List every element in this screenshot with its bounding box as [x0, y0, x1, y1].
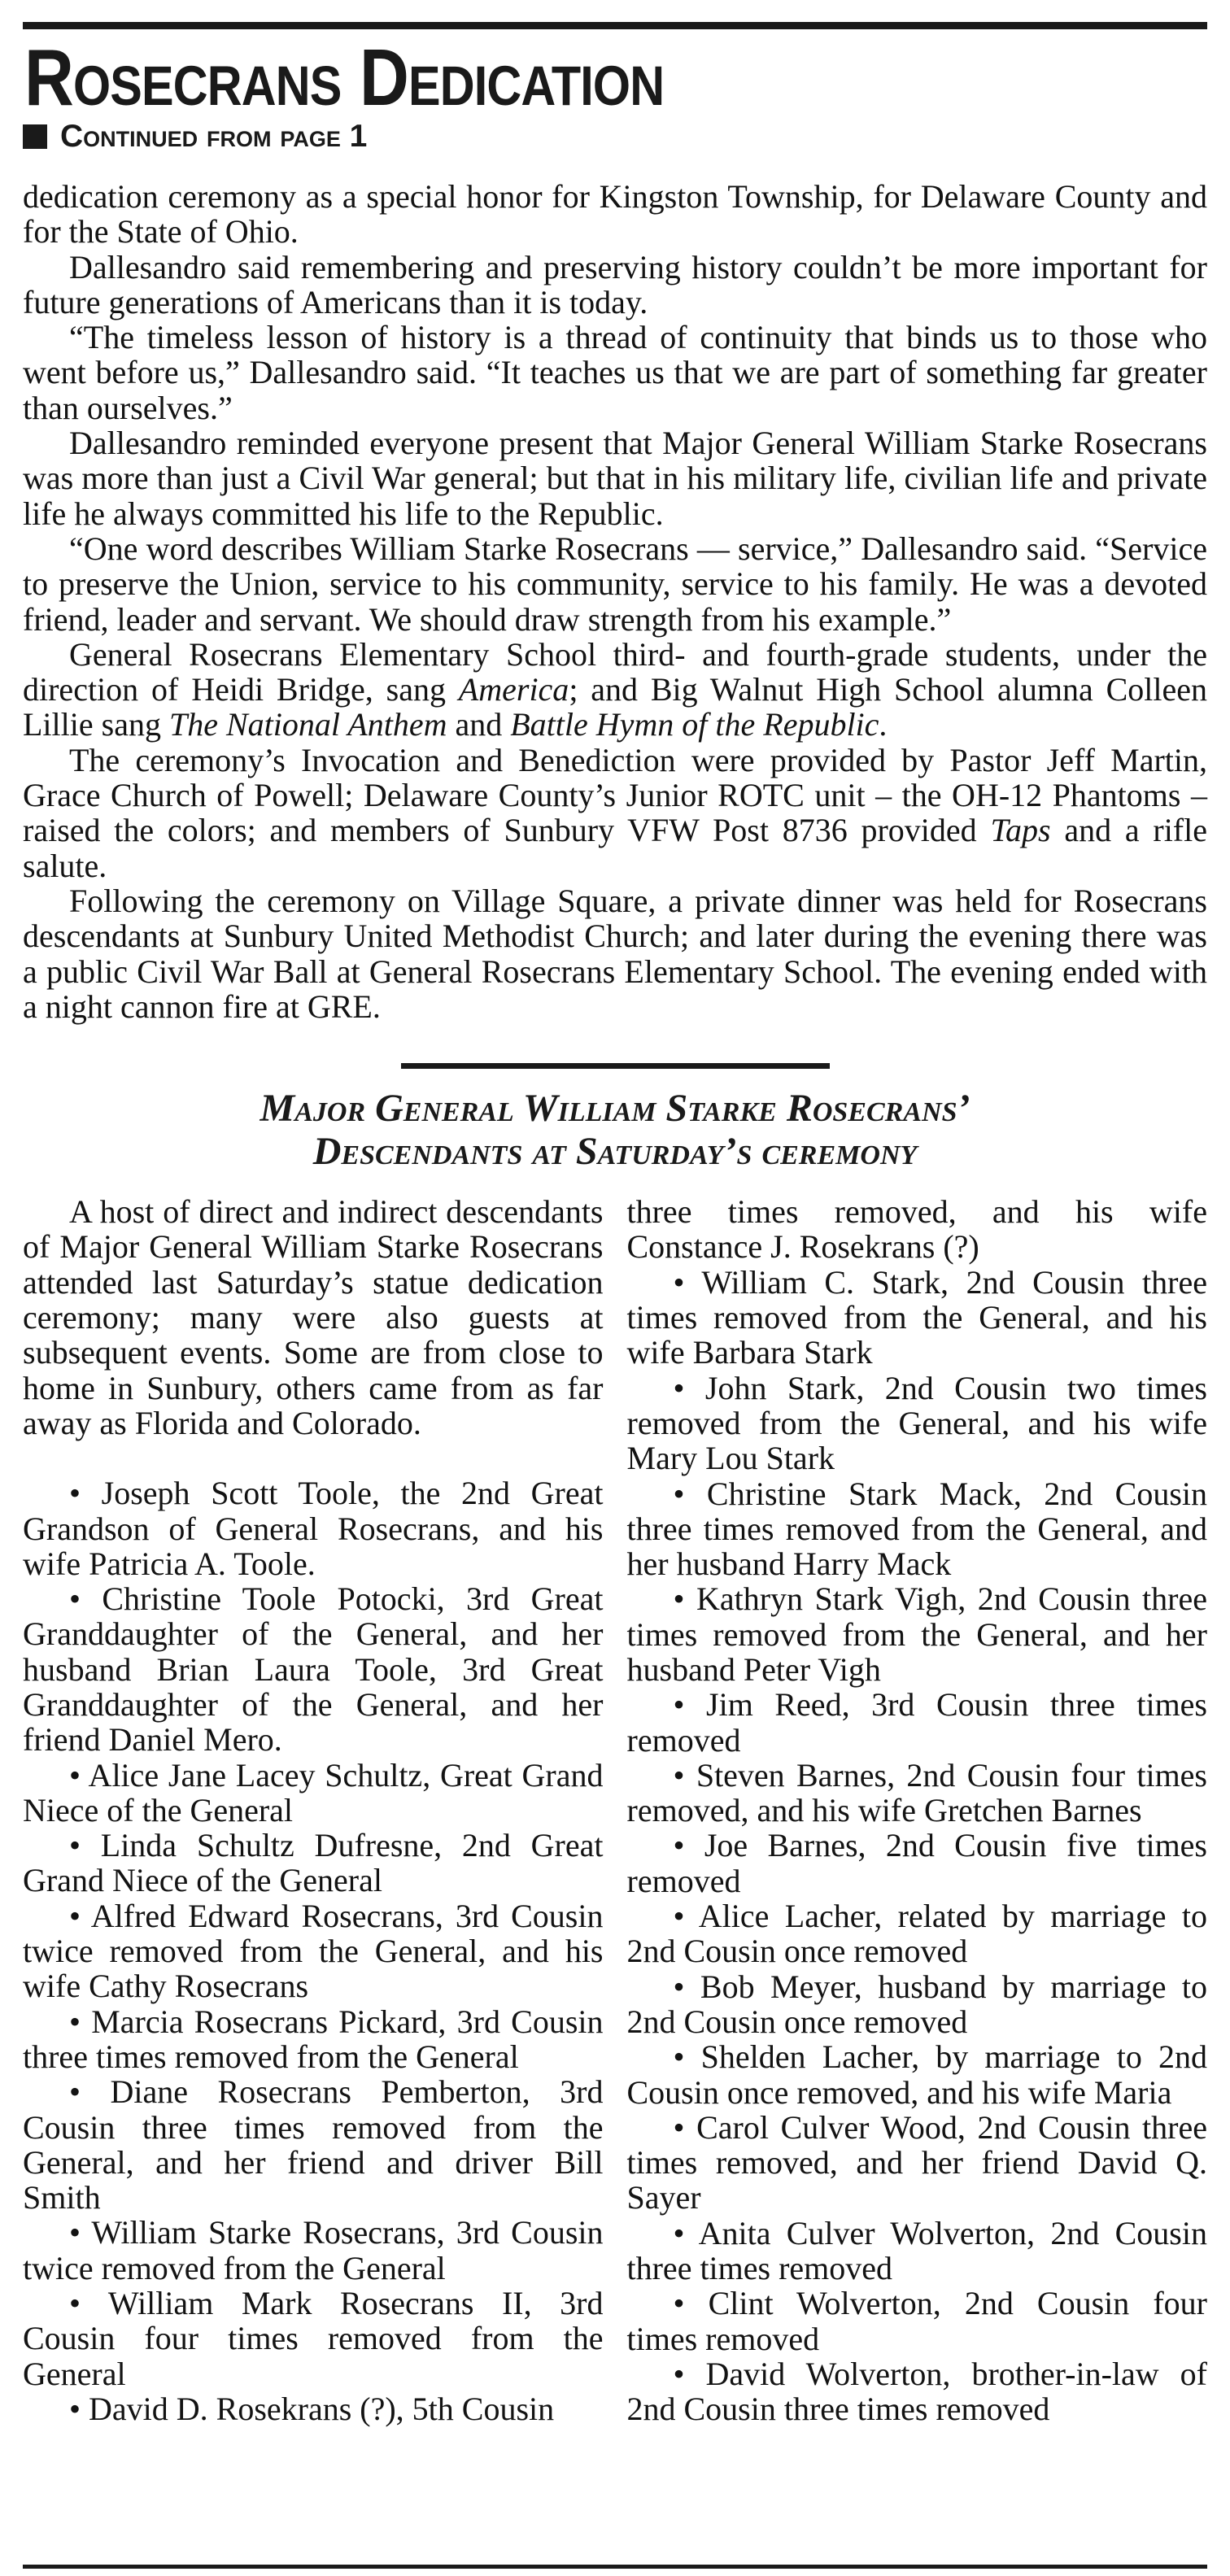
descendant-list-item: • William Starke Rosecrans, 3rd Cousin twice removed from the General	[23, 2214, 604, 2286]
descendant-list-item: • David Wolverton, brother-in-law of 2nd Cousin three times removed	[626, 2355, 1207, 2428]
descendant-list-item: • Bob Meyer, husband by marriage to 2nd Cousin once removed	[626, 1968, 1207, 2040]
kicker-label: Continued from page 1	[60, 119, 368, 154]
story-paragraph: Dallesandro said remembering and preserving history couldn’t be more important for future generations of Americans than it is today.	[23, 248, 1207, 320]
italic-run: Battle Hymn of the Republic	[510, 706, 879, 743]
bottom-rule	[23, 2565, 1207, 2569]
descendant-list-item: • Carol Culver Wood, 2nd Cousin three times removed, and her friend David Q. Sayer	[626, 2108, 1207, 2216]
descendant-list-item: • Christine Toole Potocki, 3rd Great Granddaughter of the General, and her husband Brian Laura Toole, 3rd Great Granddaughter of the General, and her friend Daniel Mero.	[23, 1580, 604, 1759]
descendants-heading-line2: Descendants at Saturday’s ceremony	[312, 1130, 918, 1174]
descendant-list-item: • Steven Barnes, 2nd Cousin four times removed, and his wife Gretchen Barnes	[626, 1756, 1207, 1829]
column-spacer	[23, 1441, 604, 1475]
continued-from-kicker	[23, 119, 1207, 155]
story-paragraph: The ceremony’s Invocation and Benediction were provided by Pastor Jeff Martin, Grace Church of Powell; Delaware County’s Junior ROTC unit – the OH-12 Phantoms – raised the colors; and members of Sunbury VFW Post 8736 provided Taps and a rifle salute.	[23, 741, 1207, 884]
article-body	[23, 179, 1207, 1024]
story-paragraph: “One word describes William Starke Rosecrans — service,” Dallesandro said. “Service to preserve the Union, service to his community, service to his family. He was a devoted friend, leader and servant. We should draw strength from his example.”	[23, 530, 1207, 638]
descendants-column-left	[23, 1194, 604, 2426]
story-paragraph: “The timeless lesson of history is a thread of continuity that binds us to those who went before us,” Dallesandro said. “It teaches us that we are part of something far greater than ourselves.”	[23, 319, 1207, 426]
descendants-columns	[23, 1194, 1207, 2426]
story-paragraph: Following the ceremony on Village Square, a private dinner was held for Rosecrans descendants at Sunbury United Methodist Church; and later during the evening there was a public Civil War Ball at General Rosecrans Elementary School. The evening ended with a night cannon fire at GRE.	[23, 882, 1207, 1025]
descendant-list-item: • David D. Rosekrans (?), 5th Cousin	[69, 2390, 555, 2427]
descendant-list-item: • Shelden Lacher, by marriage to 2nd Cousin once removed, and his wife Maria	[626, 2038, 1207, 2111]
descendant-list-item: • Diane Rosecrans Pemberton, 3rd Cousin three times removed from the General, and her friend and driver Bill Smith	[23, 2073, 604, 2216]
italic-run: Taps	[990, 812, 1051, 849]
descendants-column-right	[627, 1194, 1208, 2426]
descendant-list-item: • Alfred Edward Rosecrans, 3rd Cousin twice removed from the General, and his wife Cathy Rosecrans	[23, 1897, 604, 2005]
descendant-list-item: • Alice Jane Lacey Schultz, Great Grand Niece of the General	[23, 1756, 604, 1828]
descendant-list-item: • Marcia Rosecrans Pickard, 3rd Cousin three times removed from the General	[23, 2003, 604, 2075]
article-headline: Rosecrans Dedication	[24, 33, 665, 122]
descendant-list-item: • Christine Stark Mack, 2nd Cousin three times removed from the General, and her husband Harry Mack	[626, 1475, 1207, 1583]
descendants-intro: A host of direct and indirect descendants of Major General William Starke Rosecrans attended last Saturday’s statue dedication ceremony; many were also guests at subsequent events. Some are from close to home in Sunbury, others came from as far away as Florida and Colorado.	[23, 1193, 604, 1441]
descendant-list-item: • Kathryn Stark Vigh, 2nd Cousin three times removed from the General, and her husband Peter Vigh	[626, 1580, 1207, 1688]
descendants-heading-line1: Major General William Starke Rosecrans’	[260, 1087, 970, 1131]
descendant-list-item: • Linda Schultz Dufresne, 2nd Great Grand Niece of the General	[23, 1827, 604, 1899]
story-paragraph: dedication ceremony as a special honor for Kingston Township, for Delaware County and for the State of Ohio.	[23, 178, 1207, 251]
story-paragraph: Dallesandro reminded everyone present that Major General William Starke Rosecrans was more than just a Civil War general; but that in his military life, civilian life and private life he always committed his life to the Republic.	[23, 425, 1207, 532]
descendant-list-item: • Alice Lacher, related by marriage to 2nd Cousin once removed	[626, 1898, 1207, 1970]
descendant-list-item: • Clint Wolverton, 2nd Cousin four times removed	[626, 2285, 1207, 2357]
descendant-list-item: • Anita Culver Wolverton, 2nd Cousin three times removed	[626, 2214, 1207, 2287]
descendant-item-continuation: three times removed, and his wife Constance J. Rosekrans (?)	[626, 1193, 1207, 1266]
descendant-list-item: • William Mark Rosecrans II, 3rd Cousin four times removed from the General	[23, 2285, 604, 2392]
descendant-list-item: • William C. Stark, 2nd Cousin three times removed from the General, and his wife Barbara Stark	[626, 1263, 1207, 1371]
section-divider-rule	[401, 1063, 830, 1069]
italic-run: America	[458, 671, 569, 708]
top-rule	[23, 22, 1207, 29]
italic-run: The National Anthem	[168, 706, 447, 743]
story-paragraph: General Rosecrans Elementary School third- and fourth-grade students, under the direction of Heidi Bridge, sang America; and Big Walnut High School alumna Colleen Lillie sang The National Anthem and Battle Hymn of the Republic.	[23, 635, 1207, 743]
descendant-list-item: • Joseph Scott Toole, the 2nd Great Grandson of General Rosecrans, and his wife Patricia A. Toole.	[23, 1475, 604, 1582]
descendant-list-item: • John Stark, 2nd Cousin two times removed from the General, and his wife Mary Lou Stark	[626, 1369, 1207, 1477]
descendant-list-item: • Jim Reed, 3rd Cousin three times removed	[626, 1686, 1207, 1759]
square-bullet-icon	[23, 124, 47, 149]
descendants-heading	[23, 1087, 1207, 1173]
descendant-list-item: • Joe Barnes, 2nd Cousin five times removed	[626, 1827, 1207, 1899]
